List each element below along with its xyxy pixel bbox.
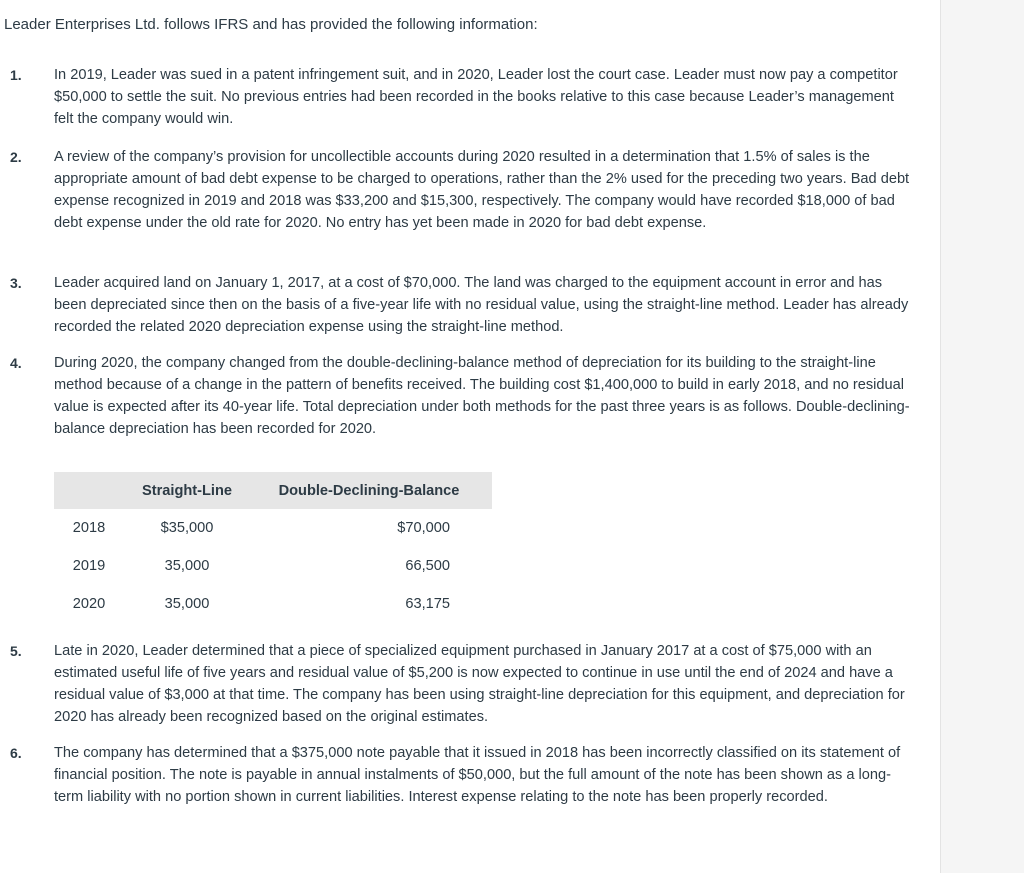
item-number: 3. — [10, 275, 22, 291]
cell-year: 2020 — [72, 596, 106, 612]
item-text: In 2019, Leader was sued in a patent infringement suit, and in 2020, Leader lost the court case. Leader must now pay a competitor $50,000 to settle the suit. No previous entries had been recorded in the books relative to this case because Leader’s management felt the company would win. — [54, 67, 898, 127]
table-row — [54, 509, 492, 547]
depreciation-table — [54, 472, 492, 623]
item-text: A review of the company’s provision for uncollectible accounts during 2020 resulted in a determination that 1.5% of sales is the appropriate amount of bad debt expense to be charged to operations, rather than the 2% used for the preceding two years. Bad debt expense recognized in 2019 and 2018 was $33,200 and $15,300, respectively. The company would have recorded $18,000 of bad debt expense under the old rate for 2020. No entry has yet been made in 2020 for bad debt expense. — [54, 149, 910, 231]
item-text: The company has determined that a $375,000 note payable that it issued in 2018 has been incorrectly classified on its statement of financial position. The note is payable in annual instalments of $50,000, but the full amount of the note has been shown as a long-term liability with no portion shown in current liabilities. Interest expense relating to the note has been properly recorded. — [54, 745, 901, 805]
item-text: Late in 2020, Leader determined that a piece of specialized equipment purchased in January 2017 at a cost of $75,000 with an estimated useful life of five years and residual value of $5,200 is now expected to continue in use until the end of 2024 and have a residual value of $3,000 at that time. The company has been using straight-line depreciation for this equipment, and depreciation for 2020 has already been recognized based on the original estimates. — [54, 643, 905, 725]
table-row — [54, 547, 492, 585]
cell-double-declining: 66,500 — [405, 558, 450, 574]
right-side-panel — [940, 0, 1024, 873]
item-number: 4. — [10, 355, 22, 371]
item-number: 1. — [10, 67, 22, 83]
cell-year: 2019 — [72, 558, 106, 574]
cell-double-declining: $70,000 — [397, 520, 450, 536]
item-text: During 2020, the company changed from the double-declining-balance method of depreciation for its building to the straight-line method because of a change in the pattern of benefits received. The building cost $1,400,000 to build in early 2018, and no residual value is expected after its 40-year life. Total depreciation under both methods for the past three years is as follows. Double-declining-balance depreciation has been recorded for 2020. — [54, 355, 910, 437]
header-straight-line: Straight-Line — [124, 472, 250, 509]
item-number: 6. — [10, 745, 22, 761]
table-header-row — [54, 472, 492, 509]
header-double-declining-balance: Double-Declining-Balance — [250, 472, 492, 509]
header-year — [54, 472, 124, 509]
cell-straight-line: 35,000 — [164, 558, 210, 574]
item-text: Leader acquired land on January 1, 2017, at a cost of $70,000. The land was charged to the equipment account in error and has been depreciated since then on the basis of a five-year life with no residual value, using the straight-line method. Leader has already recorded the related 2020 depreciation expense using the straight-line method. — [54, 275, 909, 335]
item-number: 2. — [10, 149, 22, 165]
table-row — [54, 585, 492, 623]
item-number: 5. — [10, 643, 22, 659]
cell-straight-line: $35,000 — [160, 520, 214, 536]
cell-year: 2018 — [72, 520, 106, 536]
cell-straight-line: 35,000 — [164, 596, 210, 612]
intro-text: Leader Enterprises Ltd. follows IFRS and has provided the following information: — [4, 16, 538, 33]
cell-double-declining: 63,175 — [405, 596, 450, 612]
